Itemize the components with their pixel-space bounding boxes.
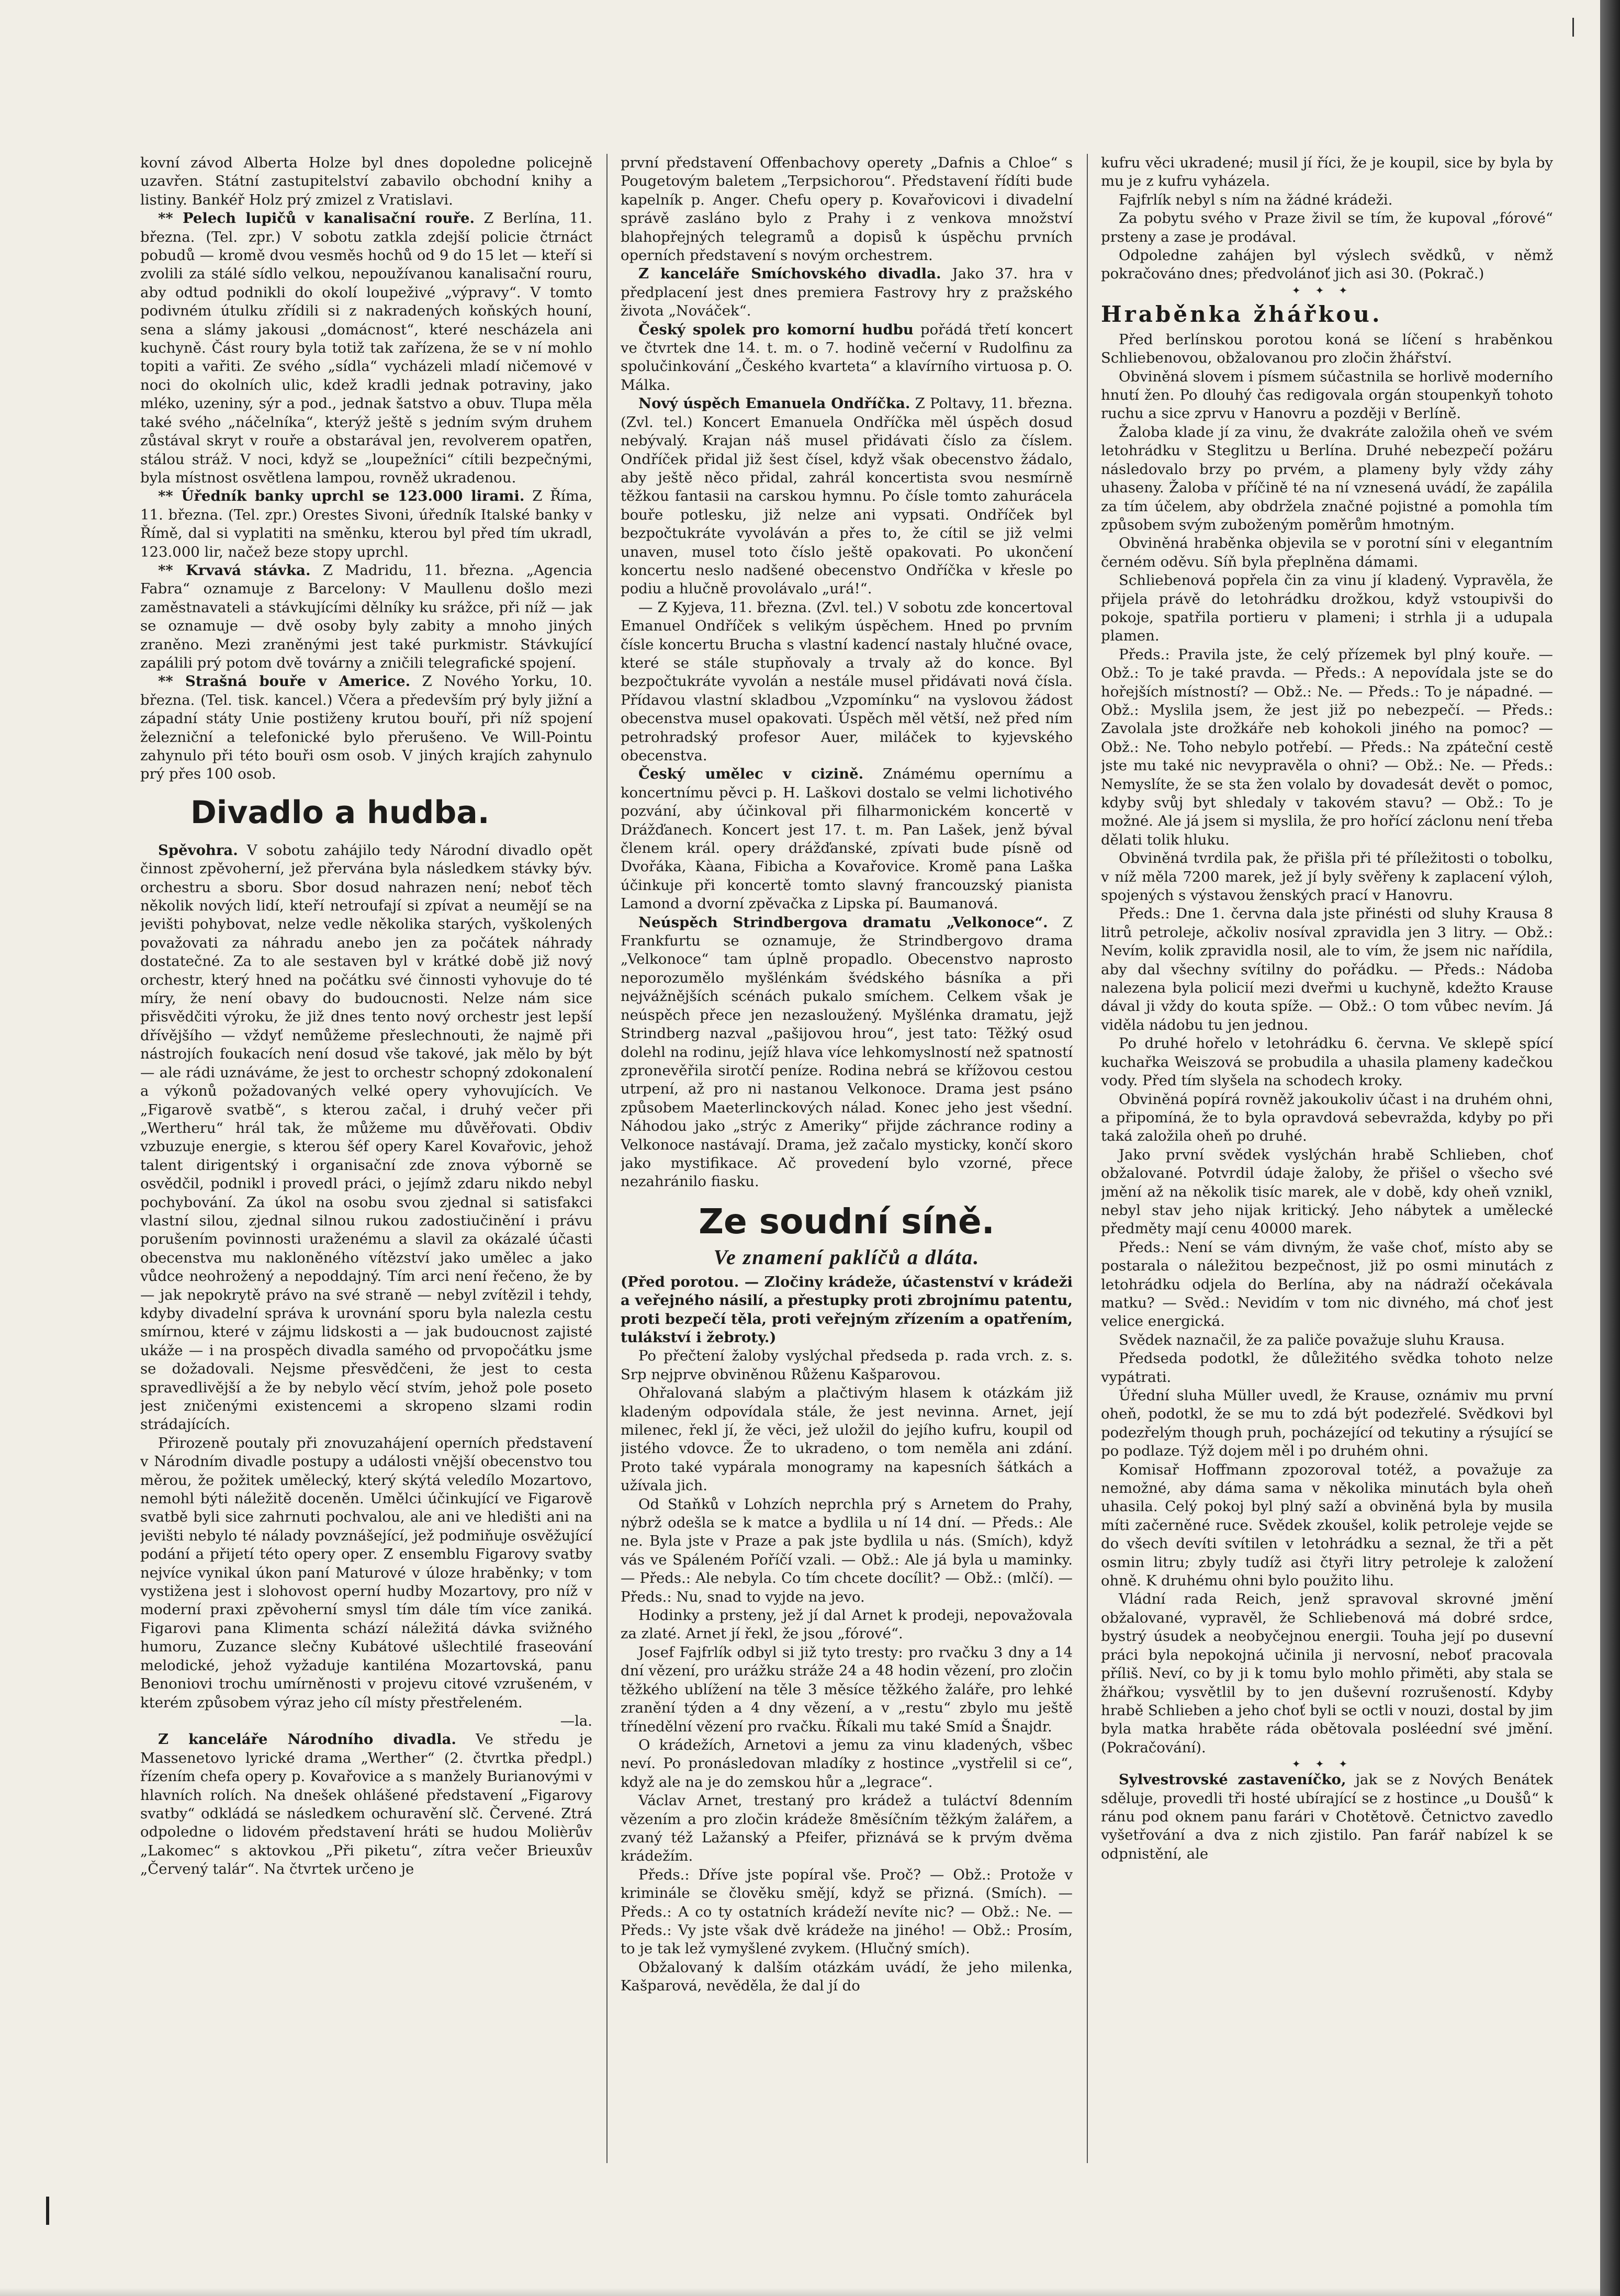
section-heading-soud: Ze soudní síně. bbox=[699, 1201, 995, 1242]
article-subheading: Ve znamení paklíčů a dláta. bbox=[713, 1245, 980, 1269]
scan-shadow bbox=[0, 2288, 1600, 2296]
author-signature: —la. bbox=[560, 1712, 592, 1729]
article-text: Za pobytu svého v Praze živil se tím, že kupoval „fórové“ prsteny a zase je prodával. bbox=[1101, 210, 1553, 245]
column-1 bbox=[140, 154, 592, 2236]
news-item-body: pořádá třetí koncert ve čtvrtek dne 14. t. m. o 7. hodině večerní v Rudolfinu za spolučinkování „Českého kvarteta“ a klavírního virtuosa p. O. Málka. bbox=[621, 321, 1073, 393]
separator-stars: ✦✦✦ bbox=[1291, 1758, 1363, 1771]
article-text: Přirozeně poutaly při znovuzahájení operních představení v Národním divadle postupy a události vnější obecenstvo tou měrou, že požitek umělecký, který skýtá veledílo Mozartovo, nemohl býti náležitě doceněn. Umělci účinkující ve Figarově svatbě byli sice zahrnuti pochvalou, ale ani ve hledišti ani na jevišti nebylo té nálady povznášející, jež podmiňuje osvěžující podání a přijetí této opery oper. Z ensemblu Figarovy svatby nejvíce vynikal úkon paní Maturové v úloze hraběnky; v tom vystižena jest i slohovost operní hudby Mozartovy, pro níž v moderní praxi zpěvoherní smysl tím dále tím více zaniká. Figarovi pana Klimenta schází náležitá dávka svižného humoru, Zuzance slečny Kubátové ušlechtilé fraseování melodické, jehož vyžaduje kantiléna Mozartovská, panu Benoniovi trochu umírněnosti v projevu citové vzrušeném, v kterém způsobem výraz jeho cíl místy přestřeleném. bbox=[140, 1434, 592, 1711]
news-item-head: Spěvohra. bbox=[158, 841, 238, 859]
article-text: Jako první svědek vyslýchán hrabě Schlieben, choť obžalované. Potvrdil údaje žaloby, že přišel o všecho své jmění až na několik tisíc marek, ale v době, kdy oheň vznikl, nebyl stav jeho nijak kritický. Jeho nábytek a umělecké předměty mají cenu 40000 marek. bbox=[1101, 1146, 1553, 1237]
column-2 bbox=[621, 154, 1073, 2236]
news-item-head: Nový úspěch Emanuela Ondříčka. bbox=[638, 395, 910, 412]
news-item-head: Z kanceláře Národního divadla. bbox=[158, 1731, 456, 1748]
news-item-body: Z Madridu, 11. března. „Agencia Fabra“ oznamuje z Barcelony: V Maullenu došlo mezi zaměstnavateli a stávkujícími dělníky ku srážce, při níž — jak se oznamuje — dvě osoby byly zabity a mnoho jiných zraněno. Mezi zraněnými jest také purkmistr. Stávkující zapálili prý potom dvě továrny a zničili telegrafické spojení. bbox=[140, 561, 592, 671]
article-text: první představení Offenbachovy operety „Dafnis a Chloe“ s Pougetovým baletem „Terpsichorou“. Představení řídíti bude kapelník p. Anger. Chefu opery p. Kovařovicovi i divadelní správě zasláno bylo z Prahy i z venkova množství blahopřejných telegramů a dopisů k úspěchu prvních operních představení s novým orchestrem. bbox=[621, 154, 1073, 264]
news-item bbox=[1101, 1771, 1553, 1863]
article-text: — Z Kyjeva, 11. března. (Zvl. tel.) V sobotu zde koncertoval Emanuel Ondříček s velikým úspěchem. Hned po prvním čísle koncertu Brucha s vlastní kadencí nastaly hlučné ovace, které se stále stupňovaly a trvaly až do konce. Byl bezpočtukráte vyvolán a nestále musel přidávati nová čísla. Přídavou vlastní skladbou „Vzpomínku“ na vyslovou žádost obecenstva musel opakovati. Úspěch měl větší, než před ním petrohradský profesor Auer, miláček to kyjevského obecenstva. bbox=[621, 599, 1073, 764]
news-item bbox=[140, 561, 592, 672]
article-text: Po druhé hořelo v letohrádku 6. června. Ve sklepě spící kuchařka Weiszová se probudila a uhasila plameny kadečkou vody. Před tím slyšela na schodech kroky. bbox=[1101, 1035, 1553, 1089]
news-item-head: ** Pelech lupičů v kanalisační rouře. bbox=[158, 210, 475, 227]
news-item bbox=[140, 841, 592, 1434]
article-text: Úřední sluha Müller uvedl, že Krause, oznámiv mu první oheň, podotkl, že se mu to zdá být podezřelé. Svědkovi byl podezřelým though pruh, pocházející od tekutiny a rýsující se po podlaze. Týž dojem měl i po druhém ohni. bbox=[1101, 1387, 1553, 1460]
article-text: Komisař Hoffmann zpozoroval totéž, a považuje za nemožné, aby dáma sama v několika minutách byla oheň uhasila. Celý pokoj byl plný saží a obviněná byla by musila míti začerněné ruce. Svědek zkoušel, kolik petroleje vejde se do všech devíti svítilen v letohrádku a seznal, že tři a pět osmin litru; zbyly tudíž asi čtyři litry petroleje k založení ohně. K druhému ohni bylo použito lihu. bbox=[1101, 1461, 1553, 1590]
article-text: Obviněná hraběnka objevila se v porotní síni v elegantním černém oděvu. Síň byla přeplněna dámami. bbox=[1101, 535, 1553, 570]
section-heading-divadlo: Divadlo a hudba. bbox=[190, 794, 490, 831]
scan-mark bbox=[1572, 18, 1583, 37]
article-text: kufru věci ukradené; musil jí říci, že je koupil, sice by byla by mu je z kufru vyházela. bbox=[1101, 154, 1553, 190]
news-item-body: Z Berlína, 11. března. (Tel. zpr.) V sobotu zatkla zdejší policie čtrnáct pobudů — kromě dvou vesměs hochů od 9 do 15 let — kteří si zvolili za stálé sídlo velkou, nepoužívanou kanalisační rouru, aby odtud podnikli do okolí loupeživé „výpravy“. V tomto podivném útulku zřídili si z nakradených koňských houní, sena a slámy jakousi „domácnost“, které nescházela ani kuchyně. Část roury byla totiž tak zařízena, že se v ní mohlo topiti a vařiti. Ze svého „sídla“ vycházeli mladí ničemové v noci do okolních ulic, kdež kradli jednak potraviny, jako mléko, uzeniny, sýr a pod., jednak šatstvo a obuv. Tlupa měla také svého „náčelníka“, kterýž ještě s jedním svým druhem zůstával skryt v rouře a obstarával jen, revolverem opatřen, stálou stráž. V noci, když se „loupežníci“ cítili bezpečnými, byla místnost osvětlena lampou, rovněž ukradenou. bbox=[140, 210, 592, 486]
news-item-body: V sobotu zahájilo tedy Národní divadlo opět činnost zpěvoherní, jež přervána byla následkem stávky býv. orchestru a sboru. Sbor dosud nahrazen není; neboť těch několik nových lidí, kteří netroufají si zpívat a neumějí se na jevišti pohybovat, nelze vedle několika starých, vyškolených považovati za náhradu anebo jen za počátek náhrady dostatečné. Za to ale sestaven byl v krátké době již nový orchestr, který hned na počátku své činnosti vyhovuje do té míry, že není obavy do budoucnosti. Nelze nám sice přisvědčiti výroku, že již dnes tento nový orchestr jest lepší dřívějšího — vždyť nemůžeme přeslechnouti, že najmě při nástrojích foukacích není dosud vše takové, jak mělo by být — ale rádi uznáváme, že jest to orchestr schopný zdokonalení a výkonů požadovaných velké opery vyhovujících. Ve „Figarově svatbě“, s kterou začal, i druhý večer při „Wertheru“ hrál tak, že můžeme mu důvěřovati. Obdiv vzbuzuje energie, s kterou šéf opery Karel Kovařovic, jehož talent dirigentský i organisační zde znova výborně se osvědčil, podnikl i provedl práci, o jejímž zdaru nikdo nebyl pochybování. Za úkol na osobu svou zjednal si satisfakci vlastní silou, zjednal silnou rukou zadostiučinění i právu porušením povinnosti uraženému a slavil za okázalé účasti obecenstva mu nakloněného vítězství jako umělec a jako vůdce neohrožený a nepoddajný. Tím arci není řečeno, že by — jak nepokrytě právo na své straně — nebyl zvítězil i tehdy, kdyby divadelní správa k urovnání sporu byla nalezla cestu smírnou, které v zájmu lidskosti a — jak budoucnost zajisté ukáže — i na prospěch divadla samého od prvopočátku jsme se dožadovali. Nejsme přesvědčeni, že jest to cesta spravedlivější a že by nebylo věcí stvím, jehož pole poseto jest zničenými existencemi a skropeno slzami rodin strádajících. bbox=[140, 841, 592, 1433]
news-item-body: jak se z Nových Benátek sděluje, provedli tři hosté ubírající se z hostince „u Doušů“ k ránu pod oknem panu farári v Chotětově. Četnictvo zavedlo vyšetřování a dva z nich zjistilo. Pan farář nabízel k se odpnistění, ale bbox=[1101, 1771, 1553, 1862]
news-item bbox=[621, 914, 1073, 1191]
article-text: Žaloba klade jí za vinu, že dvakráte založila oheň ve svém letohrádku v Steglitzu u Berlína. Druhé nebezpečí požáru následovalo brzy po prvém, a plameny byly vždy záhy uhaseny. Žaloba v příčině té na ní vznesená uvádí, že zapálila za tím účelem, aby obdržela značné pojistné a pomohla tím způsobem svým zuboženým poměrům hmotným. bbox=[1101, 423, 1553, 533]
article-text: Předs.: Dne 1. června dala jste přinésti od sluhy Krausa 8 litrů petroleje, ačkoliv nosíval zpravidla jen 3 litry. — Obž.: Nevím, kolik zpravidla nosil, ale to vím, že jsem nic nařídila, aby dal všechny svítilny do pořádku. — Předs.: Nádoba nalezena byla policií mezi dveřmi u kuchyně, kdežto Krause dával ji vždy do kouta spíže. — Obž.: O tom vůbec nevím. Já viděla nádobu tu jen jednou. bbox=[1101, 905, 1553, 1033]
scan-mark bbox=[46, 2197, 49, 2225]
article-text: Svědek naznačil, že za paliče považuje sluhu Krausa. bbox=[1119, 1331, 1505, 1348]
news-item-head: Neúspěch Strindbergova dramatu „Velkonoce“. bbox=[638, 914, 1048, 931]
news-item bbox=[140, 672, 592, 783]
article-text: Obžalovaný k dalším otázkám uvádí, že jeho milenka, Kašparová, nevěděla, že dal jí do bbox=[621, 1959, 1073, 1995]
news-item-head: ** Úředník banky uprchl se 123.000 lirami. bbox=[158, 488, 525, 505]
article-text: Schliebenová popřela čin za vinu jí kladený. Vypravěla, že přijela právě do letohrádku drožkou, když vstoupivši do pokoje, spatřila portieru v plameni; i strhla ji a udupala plamen. bbox=[1101, 572, 1553, 645]
news-item-head: Český spolek pro komorní hudbu bbox=[638, 321, 914, 338]
article-text: Před berlínskou porotou koná se líčení s hraběnkou Schliebenovou, obžalovanou pro zločin žhářství. bbox=[1101, 331, 1553, 367]
article-text: Fajfrlík nebyl s ním na žádné krádeži. bbox=[1119, 191, 1393, 208]
news-item-body: Ve středu je Massenetovo lyrické drama „Werther“ (2. čtvrtka předpl.) řízením chefa opery p. Kovařovice a s manžely Burianovými v hlavních rolích. Na dnešek ohlášené představení „Figarovy svatby“ odkládá se následkem ochuravění slč. Červené. Ztrá odpoledne o lidovém představení hráti se hudou Molièrův „Lakomec“ s aktovkou „Při piketu“, zítra večer Brieuxův „Červený talár“. Na čtvrtek určeno je bbox=[140, 1731, 592, 1878]
article-text: Hodinky a prsteny, jež jí dal Arnet k prodeji, nepovažovala za zlaté. Arnet jí řekl, že jsou „fórové“. bbox=[621, 1607, 1073, 1642]
article-text: Předs.: Pravila jste, že celý přízemek byl plný kouře. — Obž.: To je také pravda. — Předs.: A nepovídala jste se do hořejších místností? — Obž.: Ne. — Předs.: To je nápadné. — Obž.: Myslila jsem, že jest již po nebezpečí. — Předs.: Zavolala jste drožkáře neb kohokoli jiného na pomoc? — Obž.: Ne. Toho nebylo potřebí. — Předs.: Na zpáteční cestě jste mu také nic nevypravěla o ohni? — Obž.: Ne. — Předs.: Nemyslíte, že se sta žen volalo by dovadesát devět o pomoc, kdyby svůj byt shledaly v takovém stavu? — Obž.: To je možné. Ale já jsem si myslila, že pro hořící záclonu není třeba dělati tolik hluku. bbox=[1101, 646, 1553, 848]
columns bbox=[140, 154, 1553, 2236]
column-3 bbox=[1101, 154, 1553, 2236]
news-item-body: Jako 37. hra v předplacení jest dnes premiera Fastrovy hry z pražského života „Nováček“. bbox=[621, 265, 1073, 320]
news-item-head: Z kanceláře Smíchovského divadla. bbox=[638, 265, 941, 283]
news-item-body: Známému opernímu a koncertnímu pěvci p. H. Laškovi dostalo se velmi lichotivého pozvání, aby účinkoval při filharmonickém koncertě v Drážďanech. Koncert jest 17. t. m. Pan Lašek, jenž býval členem král. opery drážďanské, zpívati bude písně od Dvořáka, Kàana, Fibicha a Kovařovice. Kromě pana Laška účinkuje při koncertě tomto slavný francouzský pianista Lamond a dvorní zpěvačka z Lipska pí. Baumanová. bbox=[621, 766, 1073, 913]
news-item bbox=[621, 395, 1073, 598]
separator-stars: ✦✦✦ bbox=[1291, 284, 1363, 297]
news-item-body: Z Říma, 11. března. (Tel. zpr.) Orestes Sivoni, úředník Italské banky v Římě, dal si vyplatiti na směnku, kterou byl před tím ukradl, 123.000 lir, načež beze stopy uprchl. bbox=[140, 488, 592, 560]
article-text: Po přečtení žaloby vyslýchal předseda p. rada vrch. z. s. Srp nejprve obviněnou Růženu Kašparovou. bbox=[621, 1347, 1073, 1383]
news-item bbox=[140, 487, 592, 561]
news-item-body: Z Nového Yorku, 10. března. (Tel. tisk. kancel.) Včera a především prý byly jižní a západní státy Unie postiženy krutou bouří, při níž spojení železniční a telefonické bylo přerušeno. Ve Will-Pointu zahynulo při této bouři osm osob. V jiných krajích zahynulo prý přes 100 osob. bbox=[140, 673, 592, 783]
news-item bbox=[621, 765, 1073, 913]
news-item-head: Sylvestrovské zastaveníčko, bbox=[1119, 1771, 1346, 1788]
news-item-head: ** Strašná bouře v Americe. bbox=[158, 673, 411, 690]
article-text: Ohřalovaná slabým a plačtivým hlasem k otázkám již kladeným odpovídala stále, že jest nevinna. Arnet, její milenec, řekl jí, že věci, jež uložil do jejího kufru, koupil od jistého vdovce. Že to ukradeno, o tom neměla ani zdání. Proto také vypárala monogramy na kapesních šátkách a užívala jich. bbox=[621, 1385, 1073, 1494]
news-item bbox=[621, 265, 1073, 320]
news-item bbox=[140, 209, 592, 487]
news-item bbox=[140, 1730, 592, 1878]
article-text: Obviněná slovem i písmem súčastnila se horlivě moderního hnutí žen. Po dlouhý čas redigovala orgán stoupenkyň tohoto ruchu a sice zprvu v Hanovru a později v Berlíně. bbox=[1101, 368, 1553, 422]
article-text: Odpoledne zahájen byl výslech svědků, v němž pokračováno dnes; předvolánoť jich asi 30. (Pokrač.) bbox=[1101, 247, 1553, 283]
news-item bbox=[621, 321, 1073, 395]
article-text: Vládní rada Reich, jenž spravoval skrovné jmění obžalované, vypravěl, že Schliebenová má dobré srdce, bystrý úsudek a neobyčejnou energii. Touha její po dusevní práci byla nepokojná učinila ji nervosní, neboť pracovala příliš. Neví, co by ji k tomu bylo mohlo přiměti, aby stala se žhářkou; vysvětlil by to jen duševní rozrušeností. Kdyby hrabě Schlieben a jeho choť byli se octli v nouzi, dostal by jim byla matka hraběte ráda obětovala posléední své jmění. (Pokračování). bbox=[1101, 1591, 1553, 1756]
scan-dark-edge bbox=[1600, 0, 1620, 2296]
article-text: Václav Arnet, trestaný pro krádež a tuláctví 8denním vězením a pro zločin krádeže 8měsíčním těžkým žalářem, a zvaný též Lažanský a Pfeifer, přiznává se k prvým dvěma krádežím. bbox=[621, 1792, 1073, 1865]
news-item-body: Z Frankfurtu se oznamuje, že Strindbergovo drama „Velkonoce“ tam úplně propadlo. Obecenstvo naprosto neporozumělo myšlénkám švédského básníka a při nejvážnějších scénách pukalo smíchem. Celkem však je neúspěch přece jen nezasloužený. Myšlénka dramatu, jejž Strindberg nazval „pašijovou hrou“, jest tato: Těžký osud dolehl na rodinu, jejíž hlava více lehkomyslností než spatností zpronevěřila sirotčí peníze. Rodina nebrá se křížovou cestou utrpení, až pro ni nastanou Velkonoce. Drama jest psáno způsobem Maeterlinckových nálad. Konec jeho jest všední. Náhodou jako „strýc z Ameriky“ přijde záchrance rodiny a Velkonoce nastávají. Drama, jež začalo mysticky, končí skoro jako mystifikace. Ač provedení bylo vzorné, přece nezahránilo fiasku. bbox=[621, 914, 1073, 1190]
article-heading-hrabenka: Hraběnka žhářkou. bbox=[1101, 301, 1382, 327]
article-text: Josef Fajfrlík odbyl si již tyto tresty: pro rvačku 3 dny a 14 dní vězení, pro urážku stráže 24 a 48 hodin vězení, pro zločin těžkého ublížení na těle 3 měsíce těžkého žaláře, pro lehké zranění týden a 4 dny vězení, a v „restu“ zbylo mu ještě třínedělní vězení pro rvačku. Říkali mu také Smíd a Šnajdr. bbox=[621, 1644, 1073, 1735]
article-text: Předs.: Není se vám divným, že vaše choť, místo aby se postarala o náležitou bezpečnost, již po osmi minutách z letohrádku odjela do Berlína, aby na nádraží očekávala matku? — Svěd.: Nevidím v tom nic divného, má choť jest velice energická. bbox=[1101, 1239, 1553, 1330]
news-item-head: Český umělec v cizině. bbox=[638, 766, 864, 783]
news-item-body: Z Poltavy, 11. března. (Zvl. tel.) Koncert Emanuela Ondříčka měl úspěch dosud nebývalý. Krajan náš musel přidávati číslo za číslem. Ondříček přidal již šest čísel, když však obecenstvo žádalo, aby ještě něco přidal, zahrál koncertista svou nesmírně těžkou fantasii na carskou hymnu. Po čísle tomto zahurácela bouře potlesku, již nelze ani vypsati. Ondříček byl bezpočtukráte vyvoláván a přes to, že cítil se již velmi unaven, musel toto číslo ještě opakovati. Po ukončení koncertu neslo nadšené obecenstvo Ondříčka v křesle po podiu a hlučně provolávalo „urá!“. bbox=[621, 395, 1073, 598]
article-text: O krádežích, Arnetovi a jemu za vinu kladených, všbec neví. Po pronásledovan mladíky z hostince „vystřelil si ce“, když ale na je do zemskou hůr a „legrace“. bbox=[621, 1736, 1073, 1791]
article-text: Předseda podotkl, že důležitého svědka tohoto nelze vypátrati. bbox=[1101, 1350, 1553, 1386]
article-text: kovní závod Alberta Holze byl dnes dopoledne policejně uzavřen. Státní zastupitelství zabavilo obchodní knihy a listiny. Bankéř Holz prý zmizel z Vratislavi. bbox=[140, 154, 592, 208]
article-lead: (Před porotou. — Zločiny krádeže, účastenství v krádeži a veřejného násilí, a přestupky proti zbrojnímu patentu, proti bezpečí těla, proti veřejným zřízením a opatřením, tulákství i žebroty.) bbox=[621, 1273, 1073, 1346]
article-text: Obviněná tvrdila pak, že přišla při té příležitosti o tobolku, v níž měla 7200 marek, jež jí byly svěřeny k zaplacení výloh, spojených s výstavou ženských prací v Hanovru. bbox=[1101, 850, 1553, 904]
news-item-head: ** Krvavá stávka. bbox=[158, 561, 311, 579]
article-text: Od Staňků v Lohzích neprchla prý s Arnetem do Prahy, nýbrž odešla se k matce a bydlila u ní 14 dní. — Předs.: Ale ne. Byla jste v Praze a pak jste bydlila u nás. (Smích), když vás ve Spáleném Poříčí vzali. — Obž.: Ale já byla u maminky. — Předs.: Ale nebyla. Co tím chcete docílit? — Obž.: (mlčí). — Předs.: Nu, snad to vyjde na jevo. bbox=[621, 1495, 1073, 1605]
article-text: Obviněná popírá rovněž jakoukoliv účast i na druhém ohni, a připomíná, že to byla opravdová sebevražda, kdyby po při taká založila oheň po druhé. bbox=[1101, 1090, 1553, 1145]
article-text: Předs.: Dříve jste popíral vše. Proč? — Obž.: Protože v kriminále se člověku smějí, když se přizná. (Smích). — Předs.: A co ty ostatních krádeží nevíte nic? — Obž.: Ne. — Předs.: Vy jste však dvě krádeže na jiného! — Obž.: Prosím, to je tak lež vymyšlené zvykem. (Hlučný smích). bbox=[621, 1866, 1073, 1957]
